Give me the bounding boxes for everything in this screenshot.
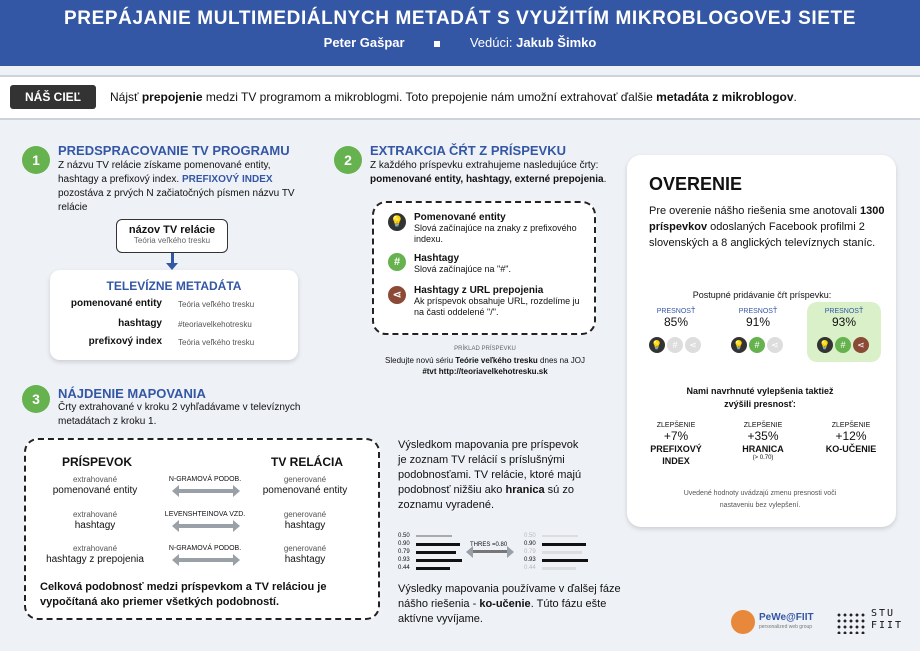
verification-text: Pre overenie nášho riešenia sme anotovali 1300 príspevkov odoslaných Facebook profilmi 2 slovenských a 8 anglických televíznych staníc. <box>649 205 885 249</box>
hash-icon: # <box>749 337 765 353</box>
pair-2-arrow-icon <box>178 524 234 528</box>
pair-1-right-prefix: generované <box>283 475 327 484</box>
example-post: Sledujte novú sériu Teórie veľkého tresku dnes na JOJ #tvt http://teoriavelkehotresku.sk <box>385 356 585 376</box>
threshold-illustration: 0.50 0.90 0.79 0.93 0.44 THRES =0.80 0.50 0.90 0.79 0.93 0.44 <box>398 533 598 575</box>
pair-3-arrow-icon <box>178 558 234 562</box>
lightbulb-icon: 💡 <box>388 213 406 231</box>
column-post: PRÍSPEVOK <box>62 455 133 469</box>
hash-icon: # <box>667 337 683 353</box>
share-icon: ⋖ <box>388 286 406 304</box>
precision-2: PRESNOSŤ 91% 💡 # ⋖ <box>727 308 789 353</box>
result-text: Výsledkom mapovania pre príspevok je zoznam TV relácií s príslušnými podobnosťami. TV relácie, ktoré majú podobnosť nižšiu ako hranica sú zo zoznamu vyradené. <box>398 439 582 511</box>
goal-text: Nájsť prepojenie medzi TV programom a mikroblogmi. Toto prepojenie nám umožní extrahovať ďalšie metadáta z mikroblogov. <box>110 90 797 104</box>
verification-title: OVERENIE <box>649 174 743 194</box>
authors <box>0 35 920 50</box>
pair-3-right-prefix: generované <box>283 544 327 553</box>
example-label: PRÍKLAD PRÍSPEVKU <box>454 346 516 352</box>
pair-1-left: pomenované entity <box>52 485 138 496</box>
supervisor-name: Jakub Šimko <box>516 35 597 50</box>
pair-2-method: LEVENSHTEINOVA VZD. <box>164 511 246 518</box>
step-3-number: 3 <box>22 385 50 413</box>
lightbulb-icon: 💡 <box>649 337 665 353</box>
section-3-text: Črty extrahované v kroku 2 vyhľadávame v televíznych metadátach z kroku 1. <box>58 402 301 427</box>
improvements-title: Nami navrhnuté vylepšenia taktiež zvýšili presnosť: <box>686 386 834 409</box>
section-1-text: Z názvu TV relácie získame pomenované entity, hashtagy a prefixový index. PREFIXOVÝ INDEX pozostáva z prvých N začiatočných písmen názvu TV relácie <box>58 160 295 213</box>
precision-subtitle: Postupné pridávanie čŕt príspevku: <box>692 290 832 300</box>
precision-1: PRESNOSŤ 85% 💡 # ⋖ <box>645 308 707 353</box>
pewe-logo-subtitle: personalized web group <box>759 624 813 630</box>
pair-1-method: N-GRAMOVÁ PODOB. <box>168 476 242 483</box>
pair-2-left: hashtagy <box>74 520 116 531</box>
improvement-1: ZLEPŠENIE +7% PREFIXOVÝ INDEX <box>650 422 702 466</box>
page-title: PREPÁJANIE MULTIMEDIÁLNYCH METADÁT S VYUŽITÍM MIKROBLOGOVEJ SIETE <box>64 8 856 29</box>
goal-tag: NÁŠ CIEĽ <box>10 85 96 109</box>
feature-3: Hashtagy z URL prepojenia Ak príspevok obsahuje URL, rozdelíme ju na časti oddelené "/". <box>414 285 580 317</box>
share-icon: ⋖ <box>685 337 701 353</box>
hash-icon: # <box>835 337 851 353</box>
pair-1-arrow-icon <box>178 489 234 493</box>
result-followup: Výsledky mapovania používame v ďalšej fáze nášho riešenia - ko-učenie. Túto fázu ešte aktívne vyvíjame. <box>398 583 621 625</box>
improvement-3: ZLEPŠENIE +12% KO-UČENIE <box>825 422 877 454</box>
header <box>0 0 920 66</box>
pair-2-right: hashtagy <box>284 520 326 531</box>
supervisor-label: Vedúci: <box>469 35 513 50</box>
separator-square <box>434 41 440 47</box>
column-tv-show: TV RELÁCIA <box>271 455 343 469</box>
lightbulb-icon: 💡 <box>731 337 747 353</box>
section-2-text: Z každého príspevku extrahujeme nasledujúce črty: pomenované entity, hashtagy, externé prepojenia. <box>370 160 607 185</box>
improvement-2: ZLEPŠENIE +35% HRANICA (> 0.70) <box>742 422 784 461</box>
tv-metadata-title: TELEVÍZNE METADÁTA <box>106 279 242 293</box>
pair-1-right: pomenované entity <box>262 485 348 496</box>
goal-bar <box>0 75 920 120</box>
share-icon: ⋖ <box>767 337 783 353</box>
share-icon: ⋖ <box>853 337 869 353</box>
pair-2-right-prefix: generované <box>283 510 327 519</box>
stu-logo-text: STU FIIT <box>871 608 904 631</box>
lightbulb-icon: 💡 <box>817 337 833 353</box>
pair-2-left-prefix: extrahované <box>72 510 118 519</box>
section-3-title: NÁJDENIE MAPOVANIA <box>58 386 206 401</box>
hash-icon: # <box>388 253 406 271</box>
author-name: Peter Gašpar <box>323 35 405 50</box>
pair-3-method: N-GRAMOVÁ PODOB. <box>168 545 242 552</box>
threshold-arrow-icon <box>472 550 508 553</box>
section-2-title: EXTRAKCIA ČŔT Z PRÍSPEVKU <box>370 143 566 158</box>
step-2-number: 2 <box>334 146 362 174</box>
verification-footnote: Uvedené hodnoty uvádzajú zmenu presnosti voči nastaveniu bez vylepšení. <box>683 490 837 509</box>
pewe-logo-text: PeWe@FIIT <box>759 612 814 623</box>
pair-3-right: hashtagy <box>284 554 326 565</box>
down-arrow-icon <box>166 263 178 270</box>
precision-3: PRESNOSŤ 93% 💡 # ⋖ <box>813 308 875 353</box>
pewe-logo-icon <box>731 610 755 634</box>
feature-1: Pomenované entity Slová začínajúce na znaky z prefixového indexu. <box>414 212 577 244</box>
stu-dots-icon <box>836 612 866 634</box>
pair-1-left-prefix: extrahované <box>72 475 118 484</box>
pair-3-left-prefix: extrahované <box>72 544 118 553</box>
show-name-box: názov TV relácie Teória veľkého tresku <box>116 219 228 253</box>
mapping-summary: Celková podobnosť medzi príspevkom a TV reláciou je vypočítaná ako priemer všetkých podobností. <box>40 581 327 608</box>
step-1-number: 1 <box>22 146 50 174</box>
pair-3-left: hashtagy z prepojenia <box>46 554 144 565</box>
feature-2: Hashtagy Slová začínajúce na "#". <box>414 253 511 274</box>
section-1-title: PREDSPRACOVANIE TV PROGRAMU <box>58 143 290 158</box>
